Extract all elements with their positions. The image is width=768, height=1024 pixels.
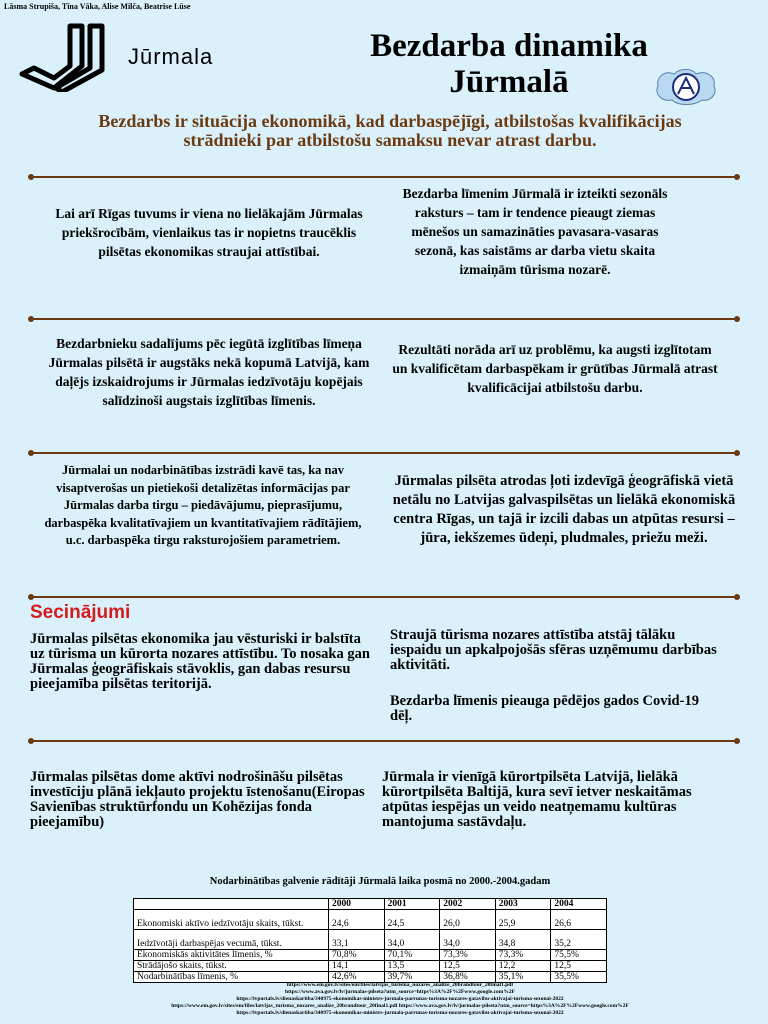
divider-4	[30, 596, 738, 598]
table-cell: 73,3%	[495, 950, 551, 961]
logo-text: Jūrmala	[128, 44, 214, 69]
divider-5	[30, 740, 738, 742]
source-link[interactable]: https://www.em.gov.lv/sites/em/files/latvijas_turisma_nozares_analize_20brandtour_20final1.pdf	[286, 982, 514, 988]
title-line-1: Bezdarba dinamika	[370, 28, 648, 64]
table-row	[134, 930, 607, 950]
table-cell: 75,5%	[551, 950, 607, 961]
divider-3	[30, 452, 738, 454]
table-cell: 34,0	[440, 930, 496, 950]
table-cell: 26,6	[551, 910, 607, 930]
table-cell: 14,1	[329, 961, 385, 972]
text-block-education: Bezdarbnieku sadalījums pēc iegūtā izglītības līmeņa Jūrmalas pilsētā ir augstāks nekā kopumā Latvijā, kam daļējs izskaidrojums ir Jūrmalas iedzīvotāju kopējais salīdzinoši augstais izglītības līmenis.	[48, 336, 370, 408]
table-row	[134, 910, 607, 930]
lza-emblem-icon	[652, 66, 720, 106]
table-cell: 34,0	[384, 930, 440, 950]
table-cell: 13,5	[384, 961, 440, 972]
source-link[interactable]: https://lvportals.lv/dienaskartiba/340975-ekonomikas-ministrs-jurmala-parrunas-turisma-nozares-gatavibu-aktivajai-turisma-sezonai-2022	[236, 1010, 564, 1016]
table-cell: 42,6%	[329, 972, 385, 983]
table-cell: 33,1	[329, 930, 385, 950]
table-cell: 70,1%	[384, 950, 440, 961]
table-row	[134, 972, 607, 983]
table-cell: 70,8%	[329, 950, 385, 961]
table-header-row	[134, 899, 607, 910]
table-header-cell: 2001	[384, 899, 440, 910]
employment-table	[133, 898, 607, 983]
conclusion-economy: Jūrmalas pilsētas ekonomika jau vēsturiski ir balstīta uz tūrisma un kūrorta nozares attīstību. To nosaka gan Jūrmalas ģeogrāfiskais stāvoklis, gan dabas resursu pieejamība pilsētas teritorijā.	[30, 631, 370, 692]
table-cell: 24,5	[384, 910, 440, 930]
table-cell: 34,8	[495, 930, 551, 950]
authors: Lāsma Strupiša, Tīna Vāka, Alise Milča, Beatrise Lūse	[4, 2, 191, 11]
divider-1	[30, 176, 738, 178]
table-row	[134, 961, 607, 972]
table-cell: 24,6	[329, 910, 385, 930]
table-header-cell: 2003	[495, 899, 551, 910]
table-header-cell: 2002	[440, 899, 496, 910]
conclusion-covid: Bezdarba līmenis pieauga pēdējos gados Covid-19 dēļ.	[390, 693, 699, 724]
table-cell: 35,1%	[495, 972, 551, 983]
text-block-labour-market: Jūrmalai un nodarbinātības izstrādi kavē tas, ka nav visaptverošas un pietiekoši detalizētas informācijas par Jūrmalas darba tirgu – piedāvājumu, pieprasījumu, darbaspēka kvalitatīvajiem un kvantitatīvajiem rādītājiem, u.c. darbaspēka tirgu raksturojošiem parametriem.	[44, 463, 362, 547]
table-cell: 73,3%	[440, 950, 496, 961]
text-block-riga: Lai arī Rīgas tuvums ir viena no lielākajām Jūrmalas priekšrocībām, vienlaikus tas ir nopietns traucēklis pilsētas ekonomikas straujai attīstībai.	[55, 206, 363, 259]
source-link[interactable]: https://lvportals.lv/dienaskartiba/340975-ekonomikas-ministrs-jurmala-parrunas-turisma-nozares-gatavibu-aktivajai-turisma-sezonai-2022	[236, 996, 564, 1002]
source-link[interactable]: https://www.ava.gov.lv/lv/jurmalas-pilseta?utm_source=https%3A%2F%2Fwww.google.com%2F	[285, 989, 515, 995]
table-cell: 39,7%	[384, 972, 440, 983]
table-row	[134, 950, 607, 961]
text-block-results: Rezultāti norāda arī uz problēmu, ka augsti izglītotam un kvalificētam darbaspēkam ir grūtības Jūrmalā atrast kvalificācijai atbilstošu darbu.	[392, 342, 718, 395]
divider-2	[30, 318, 738, 320]
conclusion-council: Jūrmalas pilsētas dome aktīvi nodrošināšu pilsētas investīciju plānā iekļauto projektu īstenošanu(Eiropas Savienības struktūrfondu un Kohēzijas fonda pieejamību)	[30, 769, 365, 830]
title-line-2: Jūrmalā	[449, 64, 569, 100]
table-cell: Iedzīvotāji darbaspējas vecumā, tūkst.	[134, 930, 329, 950]
table-cell: 36,8%	[440, 972, 496, 983]
table-header-cell	[134, 899, 329, 910]
table-header-cell: 2000	[329, 899, 385, 910]
table-cell: 12,5	[551, 961, 607, 972]
table-cell: 12,5	[440, 961, 496, 972]
table-cell: 35,5%	[551, 972, 607, 983]
table-cell: Nodarbinātības līmenis, %	[134, 972, 329, 983]
table-cell: 25,9	[495, 910, 551, 930]
table-cell: Ekonomiski aktīvo iedzīvotāju skaits, tūkst.	[134, 910, 329, 930]
source-links	[60, 982, 740, 1017]
table-title: Nodarbinātības galvenie rādītāji Jūrmalā laika posmā no 2000.-2004.gadam	[209, 876, 551, 887]
conclusions-heading: Secinājumi	[30, 602, 131, 623]
lead-definition: Bezdarbs ir situācija ekonomikā, kad darbaspējīgi, atbilstošas kvalifikācijas strādnieki par atbilstošu samaksu nevar atrast darbu.	[98, 111, 682, 150]
jurmala-logo-icon	[18, 22, 108, 92]
table-cell: Ekonomiskās aktivitātes līmenis, %	[134, 950, 329, 961]
source-link[interactable]: https://www.em.gov.lv/sites/em/files/latvijas_turisma_nozares_analize_20brandtour_20final1.pdf https://www.ava.gov.lv/lv/jurmalas-pilseta?utm_source=https%3A%2F%2Fwww.google.com%2F	[171, 1003, 629, 1009]
conclusion-resort: Jūrmala ir vienīgā kūrortpilsēta Latvijā, lielākā kūrortpilsēta Baltijā, kura sevī ietver neskaitāmas atpūtas iespējas un veido neatņemamu kultūras mantojuma sastāvdaļu.	[382, 769, 692, 830]
text-block-geography: Jūrmalas pilsēta atrodas ļoti izdevīgā ģeogrāfiskā vietā netālu no Latvijas galvaspilsētas un lielākā ekonomiskā centra Rīgas, un tajā ir izcili dabas un atpūtas resursi – jūra, iekšzemes ūdeņi, pludmales, priežu meži.	[392, 473, 736, 546]
table-cell: 26,0	[440, 910, 496, 930]
table-cell: 12,2	[495, 961, 551, 972]
table-cell: 35,2	[551, 930, 607, 950]
text-block-seasonal: Bezdarba līmenim Jūrmalā ir izteikti sezonāls raksturs – tam ir tendence pieaugt ziemas mēnešos un samazināties pavasara-vasaras sezonā, kas saistāms ar darba vietu skaita izmaiņām tūrisma nozarē.	[402, 186, 668, 277]
table-header-cell: 2004	[551, 899, 607, 910]
conclusion-tourism: Straujā tūrisma nozares attīstība atstāj tālāku iespaidu un apkalpojošās sfēras uzņēmumu darbības aktivitāti.	[390, 627, 717, 673]
table-cell: Strādājošo skaits, tūkst.	[134, 961, 329, 972]
